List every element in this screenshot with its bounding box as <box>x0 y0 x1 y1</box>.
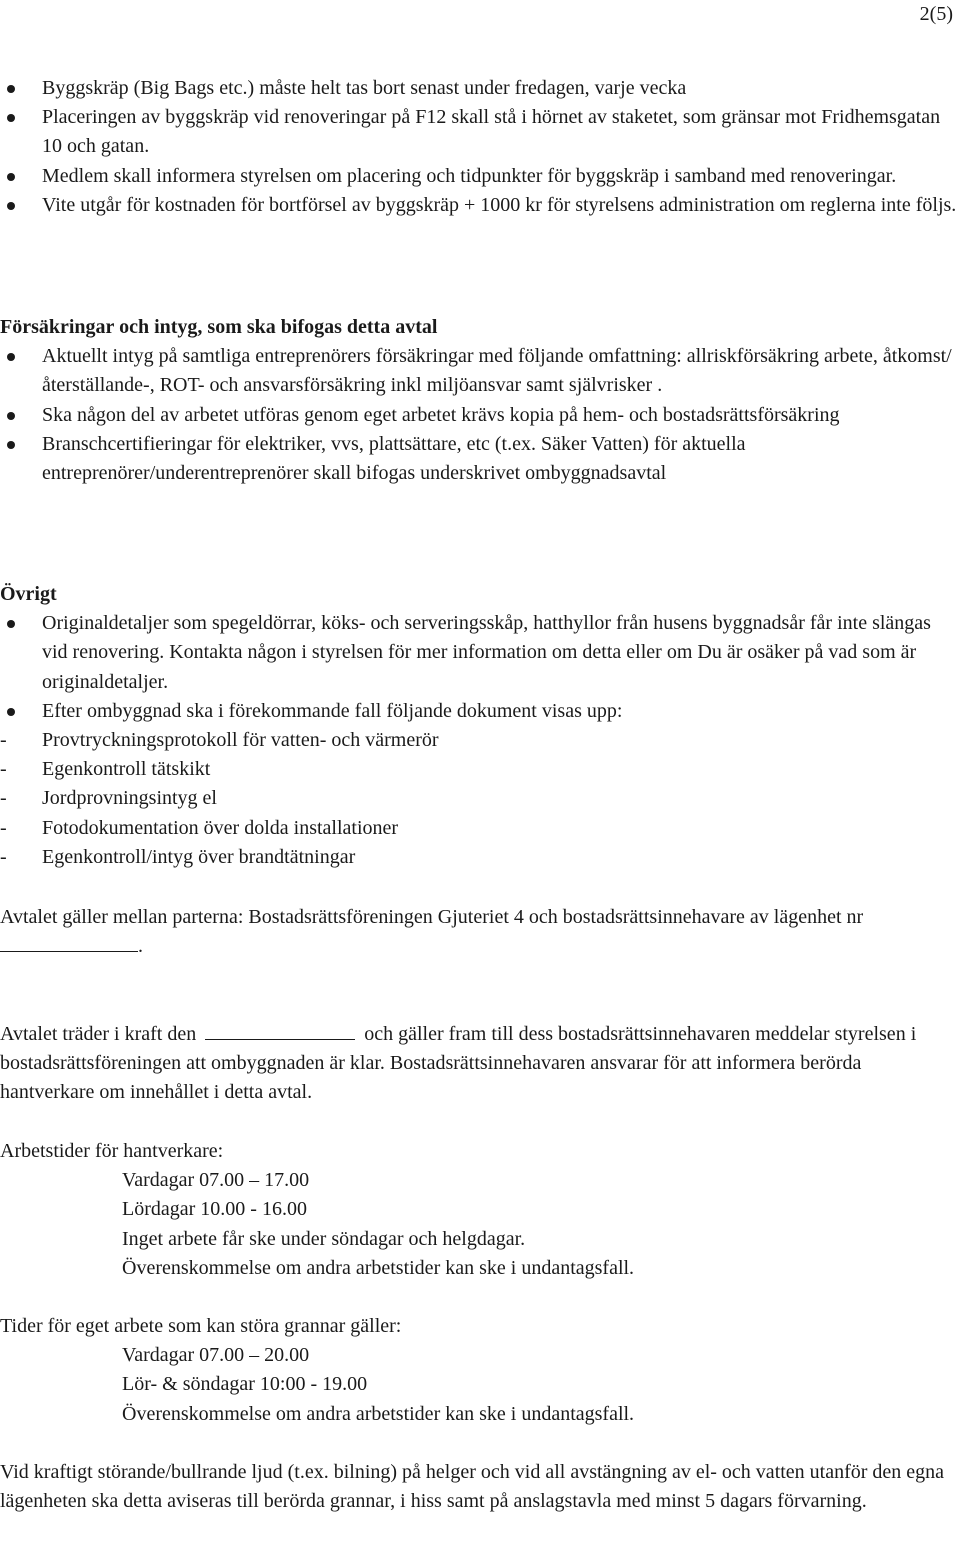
section-heading: Försäkringar och intyg, som ska bifogas detta avtal <box>0 316 438 338</box>
list-item: Originaldetaljer som spegeldörrar, köks- och serveringsskåp, hatthyllor från husens byggnadsår får inte slängas vid renovering. Kontakta någon i styrelsen för mer information om detta eller om Du är osäker på vad som är originaldetaljer. <box>0 609 960 697</box>
list-item: - Jordprovningsintyg el <box>0 784 960 813</box>
own-work-hours-heading: Tider för eget arbete som kan störa grannar gäller: <box>0 1315 402 1337</box>
list-item: - Fotodokumentation över dolda installationer <box>0 814 960 843</box>
page-number: 2(5) <box>919 3 953 25</box>
list-item: Placeringen av byggskräp vid renoveringar på F12 skall stå i hörnet av staketet, som gränsar mot Fridhemsgatan 10 och gatan. <box>0 103 960 161</box>
list-item: - Provtryckningsprotokoll för vatten- och värmerör <box>0 726 960 755</box>
own-work-hours-line: Vardagar 07.00 – 20.00 <box>122 1344 310 1367</box>
work-hours-heading: Arbetstider för hantverkare: <box>0 1140 224 1162</box>
list-item: Vite utgår för kostnaden för bortförsel av byggskräp + 1000 kr för styrelsens administration om reglerna inte följs. <box>0 191 960 220</box>
own-work-hours-section <box>0 1312 960 1429</box>
noise-notice-paragraph: Vid kraftigt störande/bullrande ljud (t.ex. bilning) på helger och vid all avstängning av el- och vatten utanför den egna lägenheten ska detta aviseras till berörda grannar, i hiss samt på anslagstavla med minst 5 dagars förvarning. <box>0 1461 945 1513</box>
other-section <box>0 580 960 872</box>
list-item: - Egenkontroll tätskikt <box>0 755 960 784</box>
own-work-hours-line: Överenskommelse om andra arbetstider kan ske i undantagsfall. <box>122 1402 635 1425</box>
insurance-list <box>0 342 960 488</box>
effective-paragraph: Avtalet träder i kraft den och gäller fram till dess bostadsrättsinnehavaren meddelar styrelsen i bostadsrättsföreningen att ombyggnaden är klar. Bostadsrättsinnehavaren ansvarar för att informera berörda hantverkare om innehållet i detta avtal. <box>0 1020 960 1108</box>
list-item: - Egenkontroll/intyg över brandtätningar <box>0 843 960 872</box>
work-hours-line: Överenskommelse om andra arbetstider kan ske i undantagsfall. <box>122 1256 635 1279</box>
other-list <box>0 609 960 726</box>
documents-list <box>0 726 960 872</box>
parties-paragraph: Avtalet gäller mellan parterna: Bostadsrättsföreningen Gjuteriet 4 och bostadsrättsinnehavare av lägenhet nr . <box>0 906 864 958</box>
documents-intro: Efter ombyggnad ska i förekommande fall följande dokument visas upp: <box>42 699 623 722</box>
rubbish-rules-list <box>0 74 960 220</box>
list-item: Branschcertifieringar för elektriker, vvs, plattsättare, etc (t.ex. Säker Vatten) för aktuella entreprenörer/underentreprenörer skall bifogas underskrivet ombyggnadsavtal <box>0 430 960 488</box>
list-item: Aktuellt intyg på samtliga entreprenörers försäkringar med följande omfattning: allriskförsäkring arbete, åtkomst/återställande-, ROT- och ansvarsförsäkring inkl miljöansvar samt självrisker . <box>0 342 960 400</box>
list-item <box>0 697 960 726</box>
work-hours-line: Vardagar 07.00 – 17.00 <box>122 1169 310 1192</box>
list-item: Medlem skall informera styrelsen om placering och tidpunkter för byggskräp i samband med renoveringar. <box>0 162 960 191</box>
insurance-section <box>0 313 960 488</box>
work-hours-section <box>0 1137 960 1283</box>
work-hours-line: Inget arbete får ske under söndagar och helgdagar. <box>122 1227 526 1250</box>
work-hours-line: Lördagar 10.00 - 16.00 <box>122 1198 307 1221</box>
list-item: Ska någon del av arbetet utföras genom eget arbetet krävs kopia på hem- och bostadsrättsförsäkring <box>0 401 960 430</box>
own-work-hours-line: Lör- & söndagar 10:00 - 19.00 <box>122 1373 368 1396</box>
apartment-number-blank[interactable] <box>0 932 138 952</box>
effective-date-blank[interactable] <box>205 1020 355 1040</box>
section-heading: Övrigt <box>0 583 57 605</box>
list-item: Byggskräp (Big Bags etc.) måste helt tas bort senast under fredagen, varje vecka <box>0 74 960 103</box>
